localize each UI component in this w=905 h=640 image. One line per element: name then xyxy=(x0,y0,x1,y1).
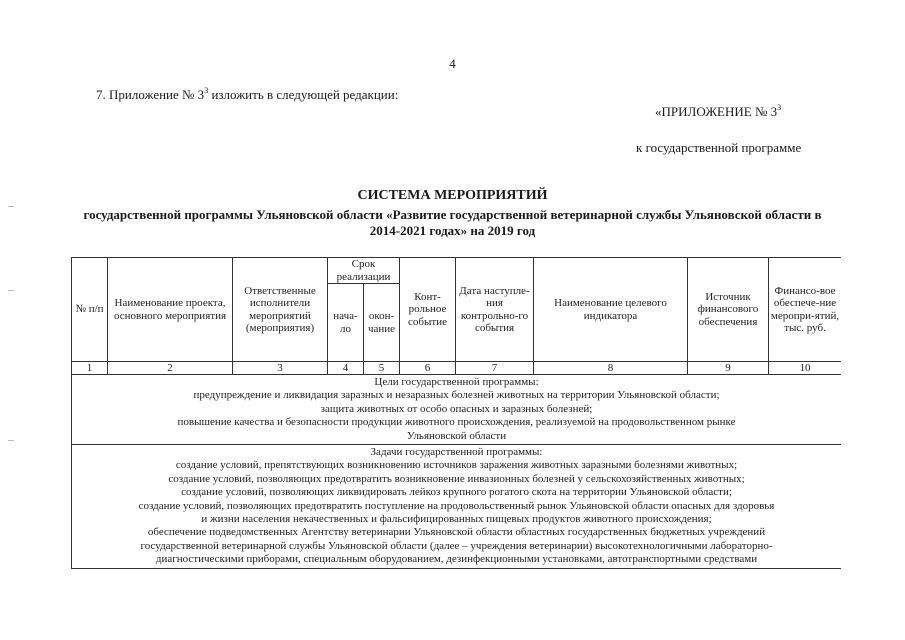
header-funding-amount: Финансо-вое обеспече-ние меропри-ятий, тыс. руб. xyxy=(769,258,841,362)
goals-row xyxy=(72,375,842,445)
header-responsible: Ответственные исполнители мероприятий (мероприятия) xyxy=(233,258,328,362)
column-number: 8 xyxy=(534,362,688,375)
goals-cell xyxy=(72,375,842,445)
column-number: 10 xyxy=(769,362,841,375)
header-project-name: Наименование проекта, основного мероприятия xyxy=(108,258,233,362)
task-line: создание условий, препятствующих возникновению источников заражения животных заразными болезнями животных; xyxy=(175,459,738,472)
task-line: создание условий, позволяющих ликвидировать лейкоз крупного рогатого скота на территории Ульяновской области; xyxy=(181,486,732,499)
margin-mark xyxy=(8,440,14,441)
task-line: обеспечение подведомственных Агентству ветеринарии Ульяновской области областных государственных бюджетных учреждений xyxy=(147,526,766,539)
goal-line: предупреждение и ликвидация заразных и незаразных болезней животных на территории Ульяновской области; xyxy=(193,389,720,402)
goal-line: Ульяновской области xyxy=(406,429,507,442)
column-number: 1 xyxy=(72,362,108,375)
column-number: 4 xyxy=(328,362,364,375)
document-title: СИСТЕМА МЕРОПРИЯТИЙ xyxy=(357,188,548,203)
tasks-heading: Задачи государственной программы: xyxy=(370,446,543,459)
task-line: государственной ветеринарной службы Ульяновской области (далее – учреждения ветеринарии) высокотехнологичными лабораторно- xyxy=(140,539,773,552)
margin-mark xyxy=(8,206,14,207)
margin-mark xyxy=(8,290,14,291)
intro-text: 7. Приложение № 3 xyxy=(96,87,205,102)
header-end: окон-чание xyxy=(364,284,400,362)
header-indicator: Наименование целевого индикатора xyxy=(534,258,688,362)
column-number: 5 xyxy=(364,362,400,375)
task-line: и жизни населения некачественных и фальсифицированных пищевых продуктов животного происхождения; xyxy=(201,513,712,526)
task-line: диагностическими приборами, специальным оборудованием, дезинфекционными установками, автотранспортными средствами xyxy=(155,553,758,566)
column-number: 7 xyxy=(456,362,534,375)
header-control-date: Дата наступле-ния контрольно-го события xyxy=(456,258,534,362)
goals-heading: Цели государственной программы: xyxy=(374,376,539,388)
column-number-row xyxy=(72,362,842,375)
column-number: 3 xyxy=(233,362,328,375)
measures-table xyxy=(71,257,841,569)
appendix-label-text: «ПРИЛОЖЕНИЕ № 3 xyxy=(655,104,778,119)
intro-paragraph xyxy=(96,87,398,103)
appendix-subtitle: к государственной программе xyxy=(636,140,802,155)
header-funding-source: Источник финансового обеспечения xyxy=(688,258,769,362)
appendix-label xyxy=(655,104,781,120)
intro-superscript: 3 xyxy=(204,86,209,95)
goal-line: повышение качества и безопасности продукции животного происхождения, реализуемой на продовольственном рынке xyxy=(177,416,736,429)
intro-rest: изложить в следующей редакции: xyxy=(208,87,399,102)
page-number: 4 xyxy=(449,56,456,71)
header-control-event: Конт-рольное событие xyxy=(400,258,456,362)
task-line: создание условий, позволяющих предотвратить возникновение инвазионных болезней у сельскохозяйственных животных; xyxy=(168,472,745,485)
measures-table-container xyxy=(71,257,841,594)
column-number: 2 xyxy=(108,362,233,375)
task-line: создание условий, позволяющих предотвратить поступление на продовольственный рынок Ульяновской области опасных для здоровья xyxy=(138,499,775,512)
document-subtitle: государственной программы Ульяновской области «Развитие государственной ветеринарной службы Ульяновской области в 2014-2021 годах» на 2019 год xyxy=(83,207,822,238)
tasks-cell xyxy=(72,445,842,569)
header-period: Срок реализации xyxy=(328,258,400,284)
header-start: нача-ло xyxy=(328,284,364,362)
tasks-row xyxy=(72,445,842,569)
column-number: 9 xyxy=(688,362,769,375)
appendix-superscript: 3 xyxy=(777,103,782,112)
header-num: № п/п xyxy=(72,258,108,362)
goal-line: защита животных от особо опасных и заразных болезней; xyxy=(320,402,593,415)
column-number: 6 xyxy=(400,362,456,375)
